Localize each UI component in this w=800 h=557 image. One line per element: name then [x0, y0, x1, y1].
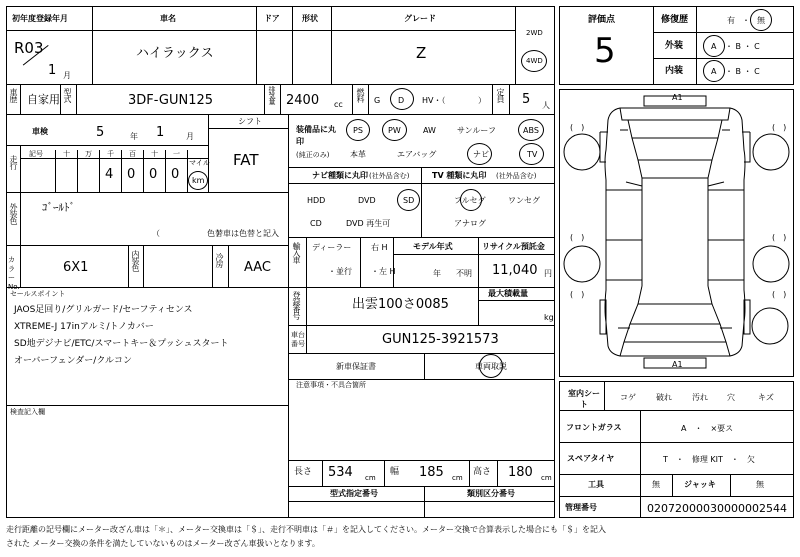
color-value: ｺﾞｰﾙﾄﾞ [42, 201, 75, 214]
capacity-value: 5 [522, 92, 531, 107]
diagram-paren-2: ( ) [772, 123, 787, 132]
seat-label: 室内シート [568, 389, 600, 410]
repair-yes: 有 [727, 16, 735, 25]
equip-abs: ABS [523, 126, 539, 135]
car-name: ハイラックス [136, 46, 214, 61]
navi-sd: SD [403, 196, 415, 205]
footer-note-1: 走行距離の記号欄にメーター改ざん車は「＊」、メーター交換車は「＄」、走行不明車は「＃」を記入してください。メーター交換で合算表示した場合にも「＄」を記入 [6, 525, 606, 534]
mile-option: マイル [189, 159, 210, 167]
repair-sep: ・ [742, 16, 750, 25]
exterior-label: 外装 [665, 41, 684, 51]
chassis-value: GUN125-3921573 [382, 332, 499, 347]
shaken-year-unit: 年 [130, 132, 138, 141]
new-car-warranty: 新車保証書 [336, 362, 376, 371]
jack-value: 無 [756, 480, 764, 489]
usage-label: 車歴 [9, 88, 18, 102]
mileage-col-ju: 十 [151, 150, 158, 158]
ac-label: 冷房 [215, 253, 224, 267]
glass-value: A ・ ×要ス [681, 424, 734, 433]
diagram-paren-3: ( ) [570, 233, 585, 242]
mileage-digit-ju: 0 [149, 167, 158, 182]
equip-abs-circle [518, 119, 544, 141]
color-note: 色替車は色替と記入 [207, 229, 279, 238]
mileage-col-man: 万 [85, 150, 92, 158]
fuel-g: G [374, 96, 381, 105]
repair-label: 修復歴 [661, 15, 689, 25]
fuel-label: 燃料 [356, 88, 365, 102]
recycle-unit: 円 [544, 269, 552, 278]
seat-hole: 穴 [727, 393, 735, 402]
color-no-label: カラーNo. [8, 256, 20, 292]
reg-month: 1 [48, 63, 57, 78]
color-paren: （ ） [152, 229, 224, 238]
owner-manual: 車両取説 [475, 362, 507, 371]
grade-label: グレード [404, 14, 436, 23]
km-circle [188, 171, 208, 190]
diagram-a1-bottom: A1 [672, 360, 683, 369]
reg-month-unit: 月 [63, 71, 71, 80]
seat-tear: 破れ [656, 393, 672, 402]
interior-label: 内装 [665, 66, 684, 76]
spare-value: T ・ 修理 KIT ・ 欠 [663, 455, 755, 464]
equip-tv-circle [519, 143, 544, 165]
sales-line-2: XTREME-J 17inアルミ/トノカバー [14, 322, 154, 332]
notes-label: 注意事項・不具合箇所 [296, 381, 366, 389]
grade-value: Z [416, 44, 427, 62]
score-value: 5 [594, 31, 616, 71]
first-reg-label: 初年度登録年月 [12, 14, 68, 23]
shift-label: シフト [238, 117, 262, 126]
length-value: 534 [328, 465, 353, 480]
footer-note-2: された メーター交換の条件を満たしていないものはメーター改ざん車扱いとなります。 [6, 539, 320, 548]
equipment-sub: (純正のみ) [296, 151, 330, 159]
exterior-grade-a: A [711, 42, 717, 51]
mileage-col-ten-man: 十 [63, 150, 70, 158]
seat-stain: 汚れ [692, 393, 708, 402]
repair-no: 無 [757, 16, 765, 25]
type-designation-label: 型式指定番号 [330, 489, 378, 498]
shaken-label: 車検 [32, 127, 48, 136]
length-unit: cm [365, 474, 376, 482]
displacement-value: 2400 [286, 93, 320, 108]
tv-fullseg-circle [460, 189, 482, 211]
equip-navi-circle [467, 143, 492, 165]
reg-era: R03 [14, 39, 44, 57]
interior-grade-circle [703, 60, 725, 82]
shaken-month-unit: 月 [186, 132, 194, 141]
km-option: km [192, 176, 205, 185]
sales-line-1: JAOS足回り/グリルガード/セーフティセンス [14, 305, 193, 315]
mileage-col-sen: 千 [107, 150, 114, 158]
diagram-paren-4: ( ) [772, 233, 787, 242]
max-load-label: 最大積載量 [488, 289, 528, 298]
equip-ps-circle [346, 119, 370, 141]
equip-pw: PW [388, 126, 401, 135]
mileage-label: 走行 [9, 155, 18, 169]
height-label: 高さ [473, 467, 492, 477]
height-value: 180 [508, 465, 533, 480]
owner-manual-circle [479, 354, 503, 378]
seat-scratch: キズ [758, 393, 774, 402]
diagram-paren-5: ( ) [570, 290, 585, 299]
diagram-paren-1: ( ) [570, 123, 585, 132]
navi-sub: (社外品含む) [369, 172, 410, 180]
equip-navi: ナビ [473, 150, 489, 159]
seat-burn: コゲ [620, 393, 636, 402]
tools-value: 無 [652, 480, 660, 489]
car-name-label: 車名 [160, 14, 176, 23]
diagram-a1-top: A1 [672, 93, 683, 102]
glass-label: フロントガラス [566, 423, 622, 432]
equip-airbag: エアバッグ [397, 150, 437, 159]
spare-label: スペアタイヤ [567, 454, 615, 463]
equipment-label: 装備品に丸印 [296, 125, 336, 146]
import-rh: 右 H [371, 243, 388, 252]
reg-no-label: 登録番号 [292, 291, 301, 319]
color-label: 外装色 [9, 203, 18, 224]
mileage-digit-sen: 4 [105, 167, 114, 182]
import-dealer: ディーラー [312, 243, 352, 252]
equip-aw: AW [423, 126, 436, 135]
navi-dvd-playback: DVD 再生可 [346, 219, 391, 228]
model-label: 型式 [63, 88, 72, 102]
navi-cd: CD [310, 219, 322, 228]
mgmt-value: 02072000030000002544 [647, 502, 787, 515]
equip-pw-circle [382, 119, 407, 141]
mileage-col-hyaku: 百 [129, 150, 136, 158]
mileage-digit-ichi: 0 [171, 167, 180, 182]
4wd-option: 4WD [526, 57, 543, 65]
capacity-unit: 人 [542, 101, 550, 110]
displacement-label: 排気量 [268, 86, 276, 104]
sales-line-3: SD地デジナビ/ETC/スマートキー＆プッシュスタート [14, 339, 229, 349]
exterior-grade-rest: ・ B ・ C [725, 42, 760, 51]
equip-leather: 本革 [350, 150, 366, 159]
door-label: ドア [264, 14, 280, 23]
width-value: 185 [419, 465, 444, 480]
cc-unit: cc [334, 100, 343, 109]
sales-label: セールスポイント [10, 290, 66, 298]
model-year-label: モデル年式 [413, 242, 453, 251]
shape-label: 形状 [302, 14, 318, 23]
import-parallel: ・並行 [328, 267, 352, 276]
inspection-label: 検査記入欄 [10, 408, 45, 416]
wheel-circles [564, 134, 789, 344]
tv-label: TV 種類に丸印 [432, 171, 487, 180]
shaken-month: 1 [156, 125, 165, 140]
score-label: 評価点 [588, 15, 616, 25]
mileage-digit-hyaku: 0 [127, 167, 136, 182]
4wd-circle [521, 50, 547, 72]
interior-grade-a: A [711, 67, 717, 76]
tools-label: 工具 [588, 480, 604, 489]
repair-no-circle [750, 9, 772, 31]
color-no-value: 6X1 [63, 260, 89, 275]
width-unit: cm [452, 474, 463, 482]
jack-label: ジャッキ [684, 480, 716, 489]
navi-sd-circle [397, 189, 420, 211]
mgmt-label: 管理番号 [565, 503, 597, 512]
equip-tv: TV [527, 150, 538, 159]
model-code: 3DF-GUN125 [128, 93, 214, 108]
mileage-col-ichi: 一 [173, 150, 180, 158]
model-year-unknown: 不明 [456, 269, 472, 278]
max-load-unit: kg [544, 313, 554, 322]
tv-oneseg: ワンセグ [508, 196, 540, 205]
shaken-year: 5 [96, 125, 105, 140]
import-lh: ・左 H [371, 267, 396, 276]
recycle-value: 11,040 [492, 263, 538, 278]
equip-sunroof: サンルーフ [457, 126, 496, 135]
navi-label: ナビ種類に丸印 [312, 171, 368, 180]
fuel-close: ） [478, 96, 486, 105]
height-unit: cm [541, 474, 552, 482]
class-no-label: 類別区分番号 [467, 489, 515, 498]
model-year-year: 年 [433, 269, 441, 278]
navi-dvd: DVD [358, 196, 376, 205]
fuel-d: D [398, 96, 405, 105]
recycle-label: リサイクル預託金 [482, 242, 545, 251]
2wd-option: 2WD [526, 29, 543, 37]
navi-hdd: HDD [307, 196, 326, 205]
sales-line-4: オーバーフェンダー/クルコン [14, 356, 133, 366]
chassis-label: 車台番号 [291, 331, 305, 349]
reg-no-value: 出雲100さ0085 [352, 297, 449, 312]
exterior-grade-circle [703, 35, 725, 57]
length-label: 長さ [294, 467, 313, 477]
mileage-col-symbol: 記号 [29, 150, 43, 158]
tv-fullseg: フルセグ [454, 196, 486, 205]
interior-color-label: 内装色 [131, 250, 140, 271]
car-body-outline [600, 93, 750, 368]
diagram-paren-6: ( ) [772, 290, 787, 299]
width-label: 幅 [390, 467, 400, 477]
ac-value: AAC [244, 260, 271, 275]
car-diagram [560, 90, 793, 376]
usage-value: 自家用 [27, 93, 60, 106]
capacity-label: 定員 [496, 88, 505, 102]
interior-grade-rest: ・ B ・ C [725, 67, 760, 76]
shift-value: FAT [233, 151, 259, 169]
import-label: 輸入車 [292, 242, 301, 263]
fuel-hv: HV・（ [422, 96, 446, 105]
fuel-d-circle [390, 88, 414, 110]
tv-sub: (社外品含む) [496, 172, 537, 180]
equip-ps: PS [353, 126, 363, 135]
tv-analog: アナログ [454, 219, 486, 228]
